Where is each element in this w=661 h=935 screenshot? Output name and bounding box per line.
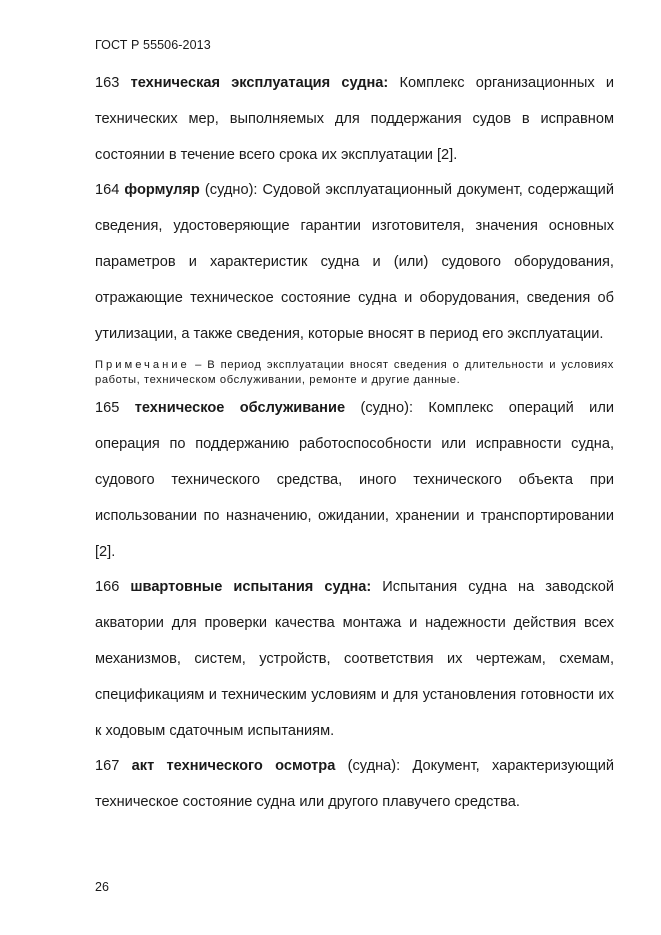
entry-term: техническая эксплуатация судна: <box>130 75 389 91</box>
entry-definition: (судна): Документ, характеризующий техническое состояние судна или другого плавучего средства. <box>95 758 615 811</box>
entry-number: 166 <box>95 579 120 596</box>
page-number: 26 <box>95 880 109 894</box>
note-text: – В период эксплуатации вносят сведения о длительности и условиях работы, техническом обслуживании, ремонте и другие данные. <box>95 359 614 387</box>
document-body <box>95 66 614 821</box>
entry-number: 165 <box>95 400 120 417</box>
entry-number: 163 <box>95 75 120 91</box>
entry-165 <box>95 391 614 570</box>
entry-163 <box>95 66 614 173</box>
entry-term: швартовные испытания судна: <box>130 579 372 596</box>
entry-164 <box>95 173 614 352</box>
entry-definition: Испытания судна на заводской акватории для проверки качества монтажа и надежности действия всех механизмов, систем, устройств, соответствия их чертежам, схемам, спецификациям и техническим условиям и для установления готовности их к ходовым сдаточным испытаниям. <box>95 579 615 739</box>
entry-term: формуляр <box>124 182 200 199</box>
entry-number: 167 <box>95 758 120 775</box>
standard-header: ГОСТ Р 55506-2013 <box>95 38 211 52</box>
note-block <box>95 358 614 388</box>
entry-definition: (судно): Комплекс операций или операция по поддержанию работоспособности или исправности судна, судового технического средства, иного технического объекта при использовании по назначению, ожидании, хранении и транспортировании [2]. <box>95 400 615 560</box>
entry-term: акт технического осмотра <box>131 758 336 775</box>
entry-number: 164 <box>95 182 120 199</box>
entry-term: техническое обслуживание <box>134 400 346 417</box>
entry-166 <box>95 570 614 749</box>
note-label: Примечание <box>95 359 190 372</box>
entry-definition: Комплекс организационных и технических мер, выполняемых для поддержания судов в исправном состоянии в течение всего срока их эксплуатации [2]. <box>95 75 614 163</box>
entry-167 <box>95 749 614 821</box>
entry-definition: (судно): Судовой эксплуатационный документ, содержащий сведения, удостоверяющие гарантии изготовителя, значения основных параметров и характеристик судна и (или) судового оборудования, отражающие техническое состояние судна и оборудования, сведения об утилизации, а также сведения, которые вносят в период его эксплуатации. <box>95 182 614 342</box>
